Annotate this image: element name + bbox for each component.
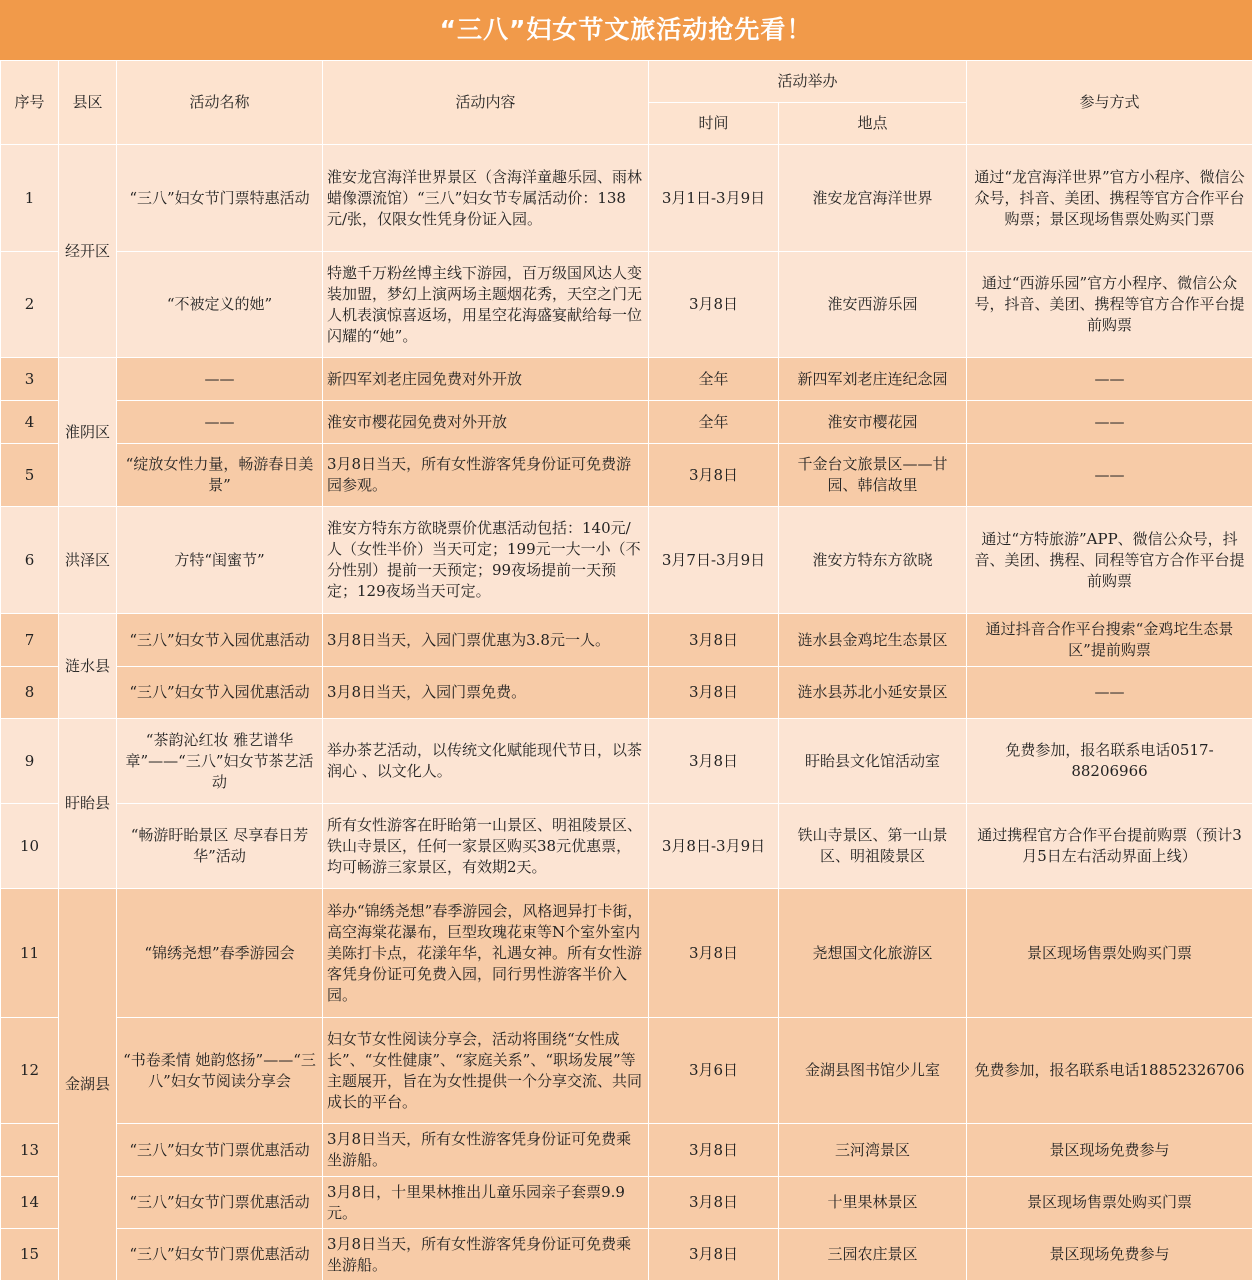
cell-place: 盱眙县文化馆活动室 xyxy=(779,719,967,804)
cell-place: 淮安龙宫海洋世界 xyxy=(779,145,967,252)
table-row xyxy=(1,614,1252,667)
cell-no: 12 xyxy=(1,1018,59,1124)
cell-join: 通过“龙宫海洋世界”官方小程序、微信公众号，抖音、美团、携程等官方合作平台购票；景区现场售票处购买门票 xyxy=(967,145,1252,252)
cell-no: 1 xyxy=(1,145,59,252)
cell-no: 10 xyxy=(1,804,59,889)
table-row xyxy=(1,444,1252,507)
cell-no: 13 xyxy=(1,1124,59,1177)
cell-place: 淮安西游乐园 xyxy=(779,252,967,358)
cell-content: 3月8日当天，所有女性游客凭身份证可免费游园参观。 xyxy=(323,444,649,507)
cell-join: 景区现场售票处购买门票 xyxy=(967,1177,1252,1229)
cell-name: “三八”妇女节门票优惠活动 xyxy=(117,1177,323,1229)
table-row xyxy=(1,401,1252,444)
cell-time: 3月8日 xyxy=(649,1177,779,1229)
cell-join: —— xyxy=(967,667,1252,719)
cell-district: 洪泽区 xyxy=(59,507,117,614)
cell-time: 3月8日 xyxy=(649,1229,779,1281)
cell-district: 涟水县 xyxy=(59,614,117,719)
cell-no: 2 xyxy=(1,252,59,358)
cell-place: 三园农庄景区 xyxy=(779,1229,967,1281)
cell-content: 新四军刘老庄园免费对外开放 xyxy=(323,358,649,401)
cell-time: 3月8日 xyxy=(649,667,779,719)
cell-content: 举办茶艺活动，以传统文化赋能现代节日，以茶润心 、以文化人。 xyxy=(323,719,649,804)
cell-no: 8 xyxy=(1,667,59,719)
header-no: 序号 xyxy=(1,61,59,145)
cell-name: 方特“闺蜜节” xyxy=(117,507,323,614)
cell-content: 3月8日当天，所有女性游客凭身份证可免费乘坐游船。 xyxy=(323,1229,649,1281)
cell-content: 3月8日当天，所有女性游客凭身份证可免费乘坐游船。 xyxy=(323,1124,649,1177)
cell-no: 9 xyxy=(1,719,59,804)
table-row xyxy=(1,804,1252,889)
header-join: 参与方式 xyxy=(967,61,1252,145)
cell-time: 全年 xyxy=(649,358,779,401)
cell-join: 景区现场免费参与 xyxy=(967,1229,1252,1281)
cell-no: 4 xyxy=(1,401,59,444)
cell-join: 景区现场售票处购买门票 xyxy=(967,889,1252,1018)
cell-name: “三八”妇女节入园优惠活动 xyxy=(117,667,323,719)
table-row xyxy=(1,667,1252,719)
page-title: “三八”妇女节文旅活动抢先看！ xyxy=(0,0,1252,60)
cell-time: 3月8日 xyxy=(649,1124,779,1177)
header-place: 地点 xyxy=(779,103,967,145)
cell-place: 涟水县金鸡坨生态景区 xyxy=(779,614,967,667)
activity-table xyxy=(0,60,1252,1281)
table-row xyxy=(1,1018,1252,1124)
cell-name: “三八”妇女节门票优惠活动 xyxy=(117,1124,323,1177)
cell-district: 经开区 xyxy=(59,145,117,358)
cell-name: “书卷柔情 她韵悠扬”——“三八”妇女节阅读分享会 xyxy=(117,1018,323,1124)
header-name: 活动名称 xyxy=(117,61,323,145)
cell-content: 3月8日当天，入园门票免费。 xyxy=(323,667,649,719)
table-row xyxy=(1,252,1252,358)
header-district: 县区 xyxy=(59,61,117,145)
cell-content: 淮安龙宫海洋世界景区（含海洋童趣乐园、雨林蜡像漂流馆）“三八”妇女节专属活动价：138元/张，仅限女性凭身份证入园。 xyxy=(323,145,649,252)
cell-place: 十里果林景区 xyxy=(779,1177,967,1229)
cell-name: “锦绣尧想”春季游园会 xyxy=(117,889,323,1018)
cell-name: “三八”妇女节门票优惠活动 xyxy=(117,1229,323,1281)
cell-join: —— xyxy=(967,444,1252,507)
cell-time: 3月8日 xyxy=(649,719,779,804)
cell-join: 景区现场免费参与 xyxy=(967,1124,1252,1177)
table-row xyxy=(1,358,1252,401)
cell-district: 淮阴区 xyxy=(59,358,117,507)
cell-join: —— xyxy=(967,401,1252,444)
cell-time: 全年 xyxy=(649,401,779,444)
cell-join: 通过抖音合作平台搜索“金鸡坨生态景区”提前购票 xyxy=(967,614,1252,667)
cell-no: 3 xyxy=(1,358,59,401)
cell-no: 14 xyxy=(1,1177,59,1229)
cell-time: 3月8日-3月9日 xyxy=(649,804,779,889)
cell-content: 特邀千万粉丝博主线下游园，百万级国风达人变装加盟，梦幻上演两场主题烟花秀，天空之门无人机表演惊喜返场，用星空花海盛宴献给每一位闪耀的“她”。 xyxy=(323,252,649,358)
cell-place: 金湖县图书馆少儿室 xyxy=(779,1018,967,1124)
cell-no: 7 xyxy=(1,614,59,667)
cell-time: 3月6日 xyxy=(649,1018,779,1124)
cell-name: “茶韵沁红妆 雅艺谱华章”——“三八”妇女节茶艺活动 xyxy=(117,719,323,804)
cell-place: 淮安方特东方欲晓 xyxy=(779,507,967,614)
cell-join: 通过“方特旅游”APP、微信公众号，抖音、美团、携程、同程等官方合作平台提前购票 xyxy=(967,507,1252,614)
cell-content: 举办“锦绣尧想”春季游园会，风格迥异打卡街，高空海棠花瀑布，巨型玫瑰花束等N个室外室内美陈打卡点，花漾年华，礼遇女神。所有女性游客凭身份证可免费入园，同行男性游客半价入园。 xyxy=(323,889,649,1018)
cell-content: 妇女节女性阅读分享会，活动将围绕“女性成长”、“女性健康”、“家庭关系”、“职场发展”等主题展开，旨在为女性提供一个分享交流、共同成长的平台。 xyxy=(323,1018,649,1124)
cell-name: —— xyxy=(117,401,323,444)
cell-place: 尧想国文化旅游区 xyxy=(779,889,967,1018)
cell-place: 铁山寺景区、第一山景区、明祖陵景区 xyxy=(779,804,967,889)
cell-content: 3月8日当天，入园门票优惠为3.8元一人。 xyxy=(323,614,649,667)
table-row xyxy=(1,889,1252,1018)
table-row xyxy=(1,1229,1252,1281)
cell-district: 盱眙县 xyxy=(59,719,117,889)
cell-join: 通过“西游乐园”官方小程序、微信公众号，抖音、美团、携程等官方合作平台提前购票 xyxy=(967,252,1252,358)
cell-place: 新四军刘老庄连纪念园 xyxy=(779,358,967,401)
table-row xyxy=(1,145,1252,252)
cell-place: 千金台文旅景区——甘园、韩信故里 xyxy=(779,444,967,507)
cell-no: 11 xyxy=(1,889,59,1018)
cell-join: 免费参加，报名联系电话0517-88206966 xyxy=(967,719,1252,804)
cell-name: —— xyxy=(117,358,323,401)
cell-district: 金湖县 xyxy=(59,889,117,1281)
cell-join: —— xyxy=(967,358,1252,401)
cell-name: “绽放女性力量，畅游春日美景” xyxy=(117,444,323,507)
cell-name: “三八”妇女节入园优惠活动 xyxy=(117,614,323,667)
cell-time: 3月8日 xyxy=(649,444,779,507)
cell-time: 3月7日-3月9日 xyxy=(649,507,779,614)
table-row xyxy=(1,719,1252,804)
table-row xyxy=(1,507,1252,614)
table-row xyxy=(1,1124,1252,1177)
cell-name: “畅游盱眙景区 尽享春日芳华”活动 xyxy=(117,804,323,889)
table-row xyxy=(1,1177,1252,1229)
cell-content: 3月8日，十里果林推出儿童乐园亲子套票9.9元。 xyxy=(323,1177,649,1229)
cell-time: 3月8日 xyxy=(649,614,779,667)
cell-join: 免费参加，报名联系电话18852326706 xyxy=(967,1018,1252,1124)
cell-content: 淮安市樱花园免费对外开放 xyxy=(323,401,649,444)
cell-join: 通过携程官方合作平台提前购票（预计3月5日左右活动界面上线） xyxy=(967,804,1252,889)
header-content: 活动内容 xyxy=(323,61,649,145)
header-time: 时间 xyxy=(649,103,779,145)
cell-content: 淮安方特东方欲晓票价优惠活动包括：140元/人（女性半价）当天可定；199元一大一小（不分性别）提前一天预定；99夜场提前一天预定；129夜场当天可定。 xyxy=(323,507,649,614)
cell-content: 所有女性游客在盱眙第一山景区、明祖陵景区、铁山寺景区，任何一家景区购买38元优惠票，均可畅游三家景区，有效期2天。 xyxy=(323,804,649,889)
header-hold: 活动举办 xyxy=(649,61,967,103)
cell-no: 6 xyxy=(1,507,59,614)
cell-place: 三河湾景区 xyxy=(779,1124,967,1177)
cell-name: “不被定义的她” xyxy=(117,252,323,358)
cell-no: 5 xyxy=(1,444,59,507)
cell-time: 3月8日 xyxy=(649,889,779,1018)
cell-place: 淮安市樱花园 xyxy=(779,401,967,444)
cell-name: “三八”妇女节门票特惠活动 xyxy=(117,145,323,252)
cell-no: 15 xyxy=(1,1229,59,1281)
cell-place: 涟水县苏北小延安景区 xyxy=(779,667,967,719)
cell-time: 3月1日-3月9日 xyxy=(649,145,779,252)
cell-time: 3月8日 xyxy=(649,252,779,358)
